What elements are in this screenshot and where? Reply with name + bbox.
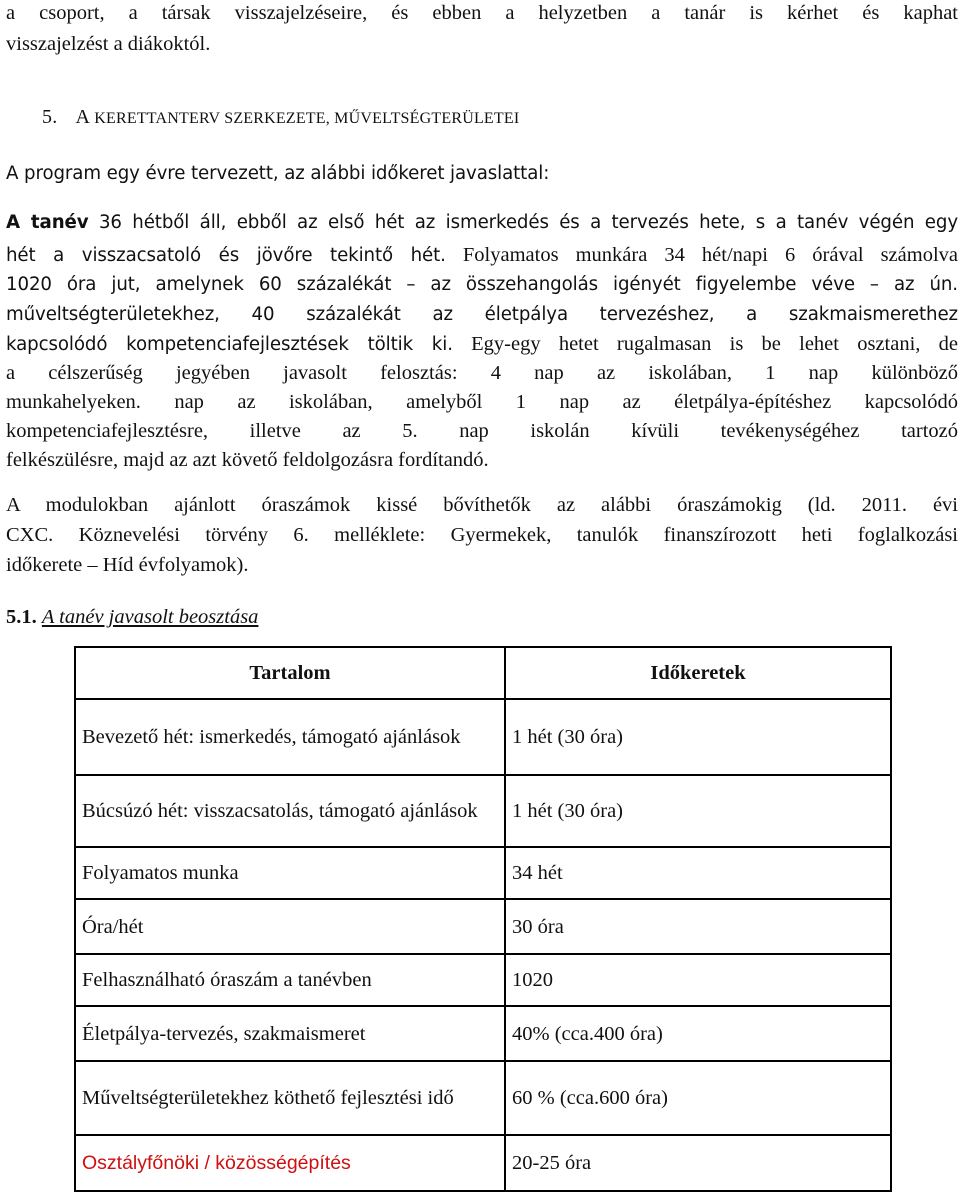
- cell-content: Búcsúzó hét: visszacsatolás, támogató ajánlások: [75, 775, 505, 847]
- para1-l2b: Folyamatos munkára 34 hét/napi 6 órával számolva: [445, 244, 958, 266]
- cell-content: Életpálya-tervezés, szakmaismeret: [75, 1006, 505, 1061]
- para1-line-9: felkészülésre, majd az azt követő feldolgozásra fordítandó.: [6, 449, 489, 471]
- intro-line-1: a csoport, a társak visszajelzéseire, és ebben a helyzetben a tanár is kérhet és kaphat: [6, 2, 958, 24]
- para1-l5b: Egy-egy hetet rugalmasan is be lehet osztani, de: [452, 333, 958, 355]
- cell-time: 40% (cca.400 óra): [505, 1006, 891, 1061]
- cell-time: 1 hét (30 óra): [505, 775, 891, 847]
- intro-line-2: visszajelzést a diákoktól.: [6, 33, 211, 55]
- cell-time: 60 % (cca.600 óra): [505, 1061, 891, 1135]
- cell-content: Folyamatos munka: [75, 847, 505, 899]
- cell-content: Óra/hét: [75, 899, 505, 954]
- section-heading: [42, 106, 519, 129]
- section-title-rest: KERETTANTERV SZERKEZETE, MŰVELTSÉGTERÜLETEI: [94, 110, 520, 127]
- para1-line-1: [6, 210, 958, 236]
- para1-bold-lead: A tanév: [6, 212, 89, 233]
- cell-content: Felhasználható óraszám a tanévben: [75, 954, 505, 1006]
- para1-line-2: [6, 242, 958, 269]
- table-row: [75, 1006, 891, 1061]
- schedule-table: [74, 646, 892, 1192]
- para1-l2a: hét a visszacsatoló és jövőre tekintő hét.: [6, 245, 446, 266]
- cell-content-highlighted: Osztályfőnöki / közösségépítés: [75, 1135, 505, 1191]
- table-row: [75, 699, 891, 775]
- para1-line-5: [6, 331, 958, 358]
- para1-line-3: 1020 óra jut, amelynek 60 százalékát – az összehangolás igényét figyelembe véve – az ún.: [6, 274, 958, 295]
- section-title-first: A: [75, 106, 90, 128]
- para1-line-7: munkahelyeken. nap az iskolában, amelyből 1 nap az életpálya-építéshez kapcsolódó: [6, 391, 958, 413]
- header-time: Időkeretek: [505, 647, 891, 699]
- table-header-row: [75, 647, 891, 699]
- cell-content: Bevezető hét: ismerkedés, támogató ajánlások: [75, 699, 505, 775]
- subsection-number: 5.1.: [6, 606, 37, 628]
- cell-time: 1 hét (30 óra): [505, 699, 891, 775]
- table-row: [75, 899, 891, 954]
- para1-line-8: kompetenciafejlesztésre, illetve az 5. nap iskolán kívüli tevékenységéhez tartozó: [6, 420, 958, 442]
- para1-l1-rest: 36 hétből áll, ebből az első hét az ismerkedés és a tervezés hete, s a tanév végén egy: [88, 212, 958, 233]
- header-content: Tartalom: [75, 647, 505, 699]
- subsection-title-text: A tanév javasolt beosztása: [41, 606, 259, 628]
- table-row: [75, 847, 891, 899]
- cell-time: 30 óra: [505, 899, 891, 954]
- cell-time: 20-25 óra: [505, 1135, 891, 1191]
- program-line: A program egy évre tervezett, az alábbi időkeret javaslattal:: [6, 163, 550, 184]
- cell-content: Műveltségterületekhez köthető fejlesztési idő: [75, 1061, 505, 1135]
- para1-line-4: műveltségterületekhez, 40 százalékát az életpálya tervezéshez, a szakmaismerethez: [6, 304, 958, 325]
- para2-line-1: A modulokban ajánlott óraszámok kissé bővíthetők az alábbi óraszámokig (ld. 2011. évi: [6, 494, 958, 516]
- table-row: [75, 954, 891, 1006]
- para1-l5a: kapcsolódó kompetenciafejlesztések töltik ki.: [6, 334, 453, 355]
- para2-line-3: időkerete – Híd évfolyamok).: [6, 554, 249, 576]
- table-row: [75, 775, 891, 847]
- table-row: [75, 1061, 891, 1135]
- cell-time: 34 hét: [505, 847, 891, 899]
- subsection-title: [6, 606, 258, 629]
- para2-line-2: CXC. Köznevelési törvény 6. melléklete: Gyermekek, tanulók finanszírozott heti foglalkozási: [6, 524, 958, 546]
- para1-line-6: a célszerűség jegyében javasolt felosztás: 4 nap az iskolában, 1 nap különböző: [6, 362, 958, 384]
- section-number: 5.: [42, 106, 58, 128]
- cell-time: 1020: [505, 954, 891, 1006]
- table-row: [75, 1135, 891, 1191]
